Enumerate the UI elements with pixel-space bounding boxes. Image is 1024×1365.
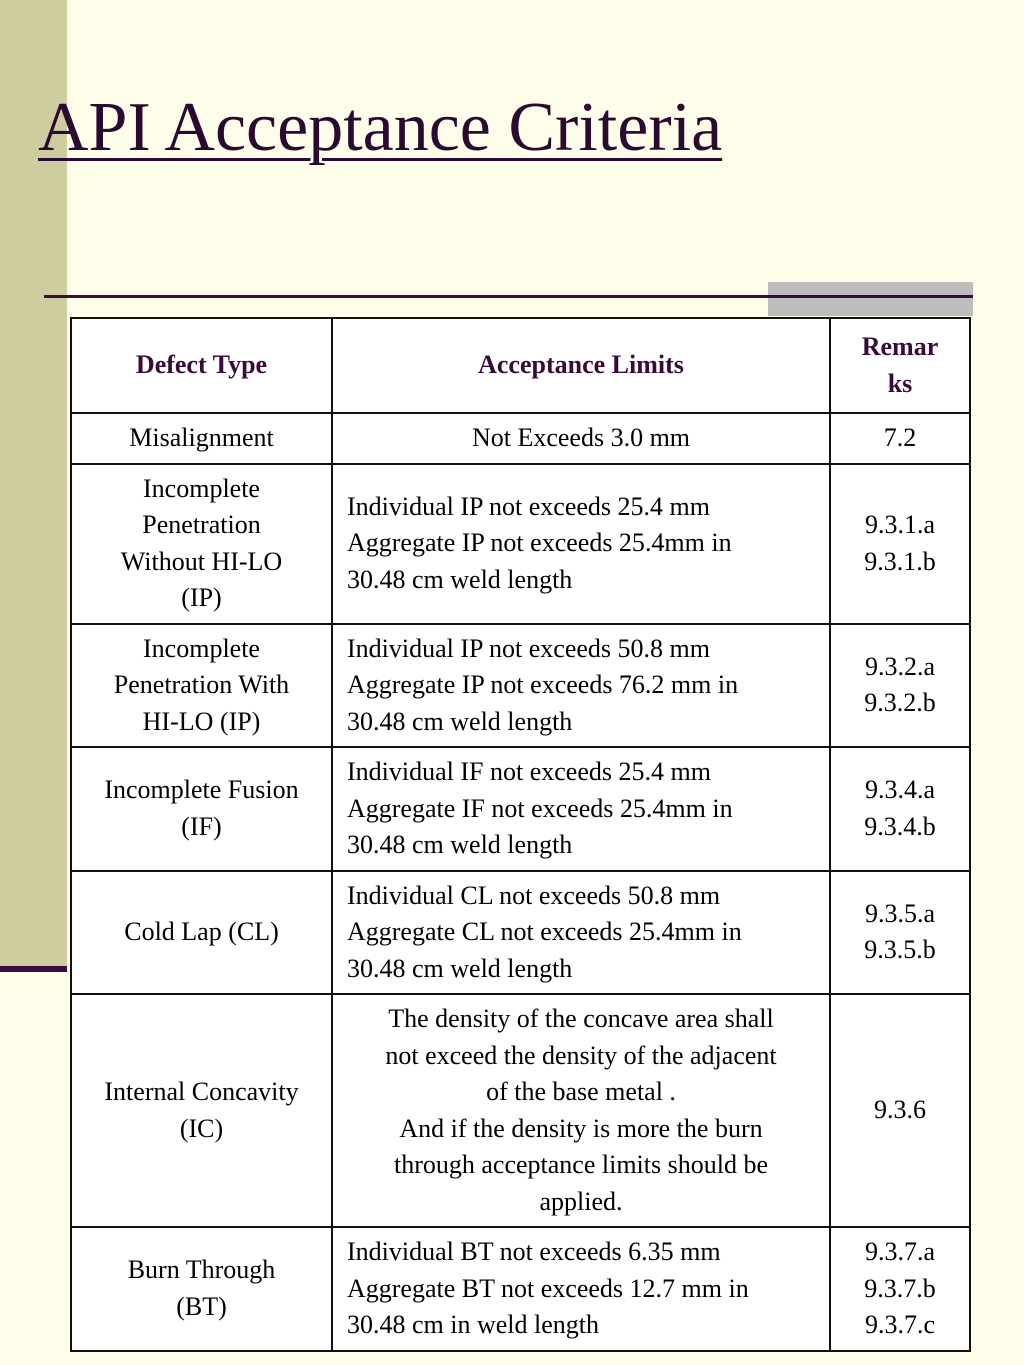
acceptance-limits-cell-line: Aggregate CL not exceeds 25.4mm in	[347, 917, 742, 946]
table-row	[71, 747, 970, 871]
header-remarks-line: ks	[887, 368, 913, 398]
acceptance-limits-cell	[332, 994, 830, 1227]
acceptance-limits-cell-line: applied.	[539, 1186, 623, 1216]
acceptance-limits-cell	[332, 464, 830, 624]
acceptance-limits-cell-line: Individual IP not exceeds 25.4 mm	[347, 491, 710, 521]
acceptance-limits-cell-line: 30.48 cm weld length	[347, 953, 573, 983]
defect-type-cell	[71, 624, 332, 748]
header-acceptance-limits: Acceptance Limits	[332, 318, 830, 413]
table-row	[71, 1227, 970, 1351]
remarks-cell	[830, 464, 970, 624]
decorative-grey-block	[768, 282, 973, 316]
acceptance-limits-cell-line: Not Exceeds 3.0 mm	[471, 423, 691, 452]
remarks-cell-line: 7.2	[883, 423, 917, 452]
header-defect-type: Defect Type	[71, 318, 332, 413]
remarks-cell	[830, 1227, 970, 1351]
defect-type-cell	[71, 994, 332, 1227]
remarks-cell-line: 9.3.1.b	[864, 546, 936, 576]
header-remarks-line: Remar	[861, 332, 939, 361]
defect-type-cell-line: HI-LO (IP)	[142, 706, 261, 736]
acceptance-limits-cell-line: Individual BT not exceeds 6.35 mm	[347, 1237, 721, 1266]
defect-type-cell-line: Burn Through	[127, 1255, 276, 1285]
defect-type-cell-line: (IP)	[181, 583, 222, 612]
table-row	[71, 994, 970, 1227]
acceptance-limits-cell-line: Aggregate IF not exceeds 25.4mm in	[347, 793, 733, 823]
acceptance-limits-cell-line: Aggregate BT not exceeds 12.7 mm in	[347, 1273, 749, 1303]
table-body	[71, 413, 970, 1351]
acceptance-limits-cell-line: not exceed the density of the adjacent	[385, 1040, 777, 1070]
header-row	[71, 318, 970, 413]
header-remarks	[830, 318, 970, 413]
defect-type-cell	[71, 413, 332, 464]
remarks-cell	[830, 747, 970, 871]
defect-type-cell	[71, 747, 332, 871]
acceptance-limits-cell-line: 30.48 cm weld length	[347, 706, 573, 736]
acceptance-limits-cell-line: The density of the concave area shall	[388, 1004, 774, 1033]
defect-type-cell-line: Misalignment	[129, 423, 274, 452]
remarks-cell-line: 9.3.2.b	[864, 688, 936, 718]
acceptance-limits-cell-line: Individual IP not exceeds 50.8 mm	[347, 633, 710, 663]
defect-type-cell-line: Incomplete	[143, 473, 260, 503]
acceptance-limits-cell	[332, 413, 830, 464]
table-row	[71, 464, 970, 624]
acceptance-limits-cell-line: 30.48 cm in weld length	[347, 1310, 600, 1339]
remarks-cell	[830, 413, 970, 464]
remarks-cell-line: 9.3.7.a	[864, 1237, 936, 1266]
remarks-cell-line: 9.3.4.b	[864, 811, 936, 841]
defect-type-cell	[71, 1227, 332, 1351]
defect-type-cell-line: Internal Concavity	[104, 1077, 299, 1106]
defect-type-cell	[71, 464, 332, 624]
acceptance-limits-cell-line: 30.48 cm weld length	[347, 830, 573, 859]
table-row	[71, 624, 970, 748]
title-divider	[44, 295, 973, 298]
page-title: API Acceptance Criteria	[38, 89, 723, 166]
acceptance-limits-cell-line: Aggregate IP not exceeds 25.4mm in	[347, 528, 732, 558]
defect-type-cell-line: Incomplete Fusion	[104, 775, 299, 805]
defect-type-cell-line: Incomplete	[143, 633, 260, 663]
defect-type-cell-line: Cold Lap (CL)	[124, 917, 279, 946]
remarks-cell-line: 9.3.7.c	[864, 1310, 936, 1339]
defect-type-cell-line: (BT)	[176, 1291, 227, 1321]
acceptance-limits-cell	[332, 747, 830, 871]
remarks-cell	[830, 871, 970, 995]
acceptance-limits-cell	[332, 1227, 830, 1351]
defect-type-cell-line: Penetration	[142, 510, 261, 539]
remarks-cell	[830, 624, 970, 748]
acceptance-limits-cell-line: Individual CL not exceeds 50.8 mm	[347, 880, 721, 910]
defect-type-cell-line: Without HI-LO	[120, 546, 283, 576]
remarks-cell-line: 9.3.2.a	[864, 651, 936, 681]
side-bar-rule	[0, 966, 67, 972]
remarks-cell-line: 9.3.4.a	[864, 775, 936, 805]
acceptance-limits-cell-line: Individual IF not exceeds 25.4 mm	[347, 757, 711, 786]
defect-type-cell-line: (IC)	[179, 1113, 224, 1143]
remarks-cell-line: 9.3.7.b	[864, 1273, 936, 1303]
acceptance-limits-cell-line: Aggregate IP not exceeds 76.2 mm in	[347, 670, 739, 699]
remarks-cell-line: 9.3.1.a	[864, 510, 936, 539]
defect-type-cell-line: Penetration With	[113, 670, 290, 699]
defect-type-cell	[71, 871, 332, 995]
defect-type-cell-line: (IF)	[181, 811, 222, 841]
acceptance-limits-cell-line: And if the density is more the burn	[399, 1113, 763, 1143]
acceptance-limits-cell	[332, 624, 830, 748]
remarks-cell	[830, 994, 970, 1227]
acceptance-limits-cell-line: 30.48 cm weld length	[347, 564, 573, 594]
table-row	[71, 871, 970, 995]
acceptance-limits-cell-line: of the base metal .	[486, 1077, 676, 1106]
remarks-cell-line: 9.3.6	[874, 1095, 926, 1125]
remarks-cell-line: 9.3.5.a	[864, 898, 936, 928]
acceptance-limits-cell-line: through acceptance limits should be	[393, 1150, 768, 1179]
remarks-cell-line: 9.3.5.b	[864, 935, 936, 965]
table-row	[71, 413, 970, 464]
acceptance-limits-cell	[332, 871, 830, 995]
acceptance-criteria-table	[70, 317, 971, 1352]
